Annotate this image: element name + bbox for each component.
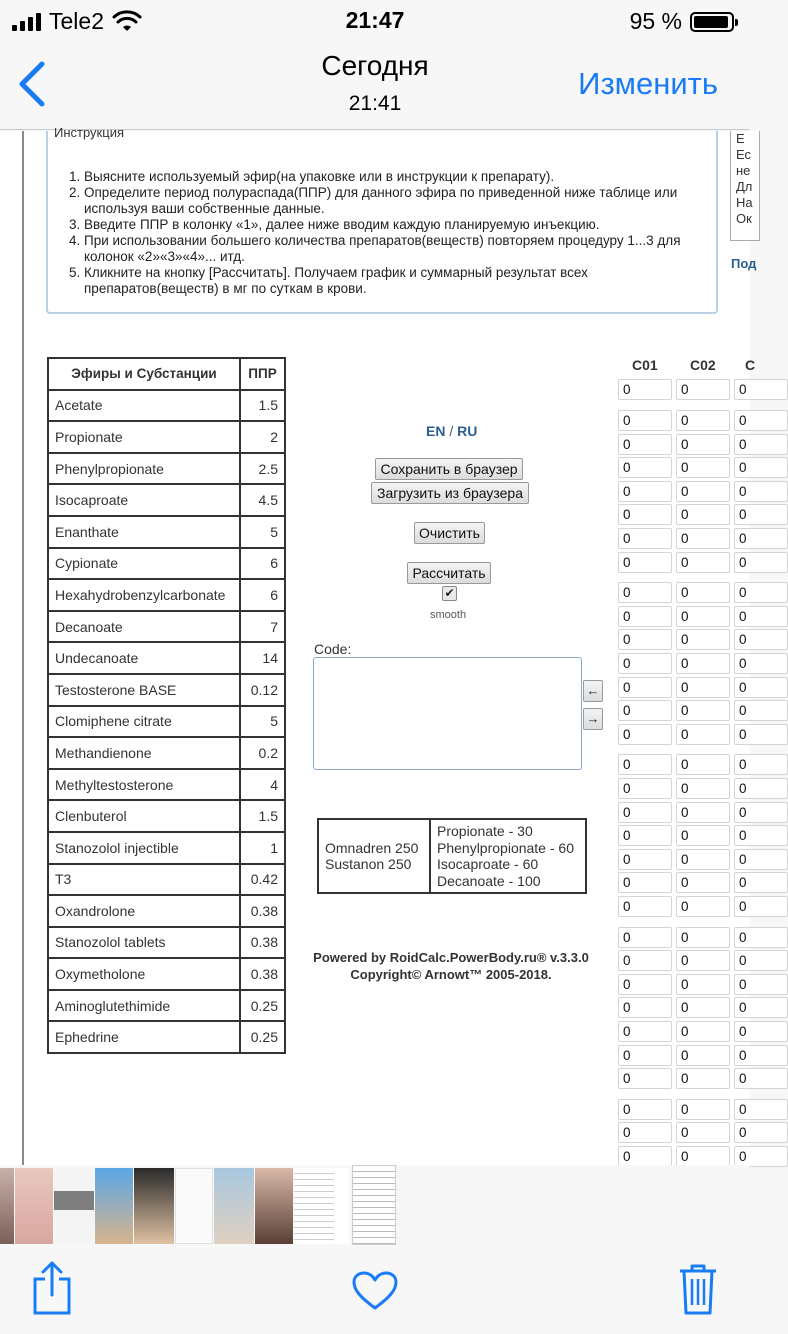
substance-name: Decanoate <box>48 611 240 643</box>
mixtures-table <box>317 818 587 894</box>
grid-input-cell[interactable]: 0 <box>618 1045 672 1066</box>
substance-name: Cypionate <box>48 548 240 580</box>
grid-input-cell[interactable]: 0 <box>618 1021 672 1042</box>
instruction-step: 5. Кликните на кнопку [Рассчитать]. Получаем график и суммарный результат всех препаратов(веществ) в мг по суткам в крови. <box>84 265 696 297</box>
battery-percent: 95 % <box>629 8 682 34</box>
grid-input-cell[interactable]: 0 <box>618 653 672 674</box>
instructions-panel <box>46 125 718 314</box>
grid-input-cell[interactable]: 0 <box>734 849 788 870</box>
grid-input-cell[interactable]: 0 <box>734 653 788 674</box>
arrow-left-button[interactable]: ← <box>583 680 603 702</box>
substance-name: Stanozolol injectible <box>48 832 240 864</box>
grid-input-cell[interactable]: 0 <box>734 457 788 478</box>
grid-input-cell[interactable]: 0 <box>676 1045 730 1066</box>
grid-input-cell[interactable]: 0 <box>618 677 672 698</box>
mixture-component: Propionate - 30 <box>437 823 533 839</box>
grid-input-cell[interactable]: 0 <box>618 927 672 948</box>
grid-input-cell[interactable]: 0 <box>734 872 788 893</box>
smooth-checkbox[interactable]: ✔ <box>442 586 457 601</box>
grid-input-cell[interactable]: 0 <box>618 754 672 775</box>
grid-input-cell[interactable]: 0 <box>676 700 730 721</box>
table-row <box>48 453 285 485</box>
substance-name: Methandienone <box>48 737 240 769</box>
grid-input-cell[interactable]: 0 <box>676 504 730 525</box>
grid-input-cell[interactable]: 0 <box>734 1068 788 1089</box>
grid-input-cell[interactable]: 0 <box>618 849 672 870</box>
substances-table <box>47 357 286 1054</box>
grid-input-cell[interactable]: 0 <box>676 1146 730 1167</box>
grid-input-cell[interactable]: 0 <box>676 724 730 745</box>
substance-halflife: 5 <box>240 706 285 738</box>
table-row <box>48 990 285 1022</box>
table-row <box>48 832 285 864</box>
thumbnail[interactable] <box>134 1168 174 1244</box>
substance-name: Phenylpropionate <box>48 453 240 485</box>
thumbnail[interactable] <box>175 1168 213 1244</box>
grid-input-cell[interactable]: 0 <box>618 1068 672 1089</box>
grid-input-cell[interactable]: 0 <box>618 724 672 745</box>
instruction-step: 1. Выясните используемый эфир(на упаковке или в инструкции к препарату). <box>84 169 696 185</box>
substance-halflife: 0.25 <box>240 1021 285 1053</box>
substance-name: Propionate <box>48 421 240 453</box>
mixture-component: Decanoate - 100 <box>437 872 541 889</box>
grid-input-cell[interactable]: 0 <box>734 504 788 525</box>
grid-input-cell[interactable]: 0 <box>618 872 672 893</box>
substance-halflife: 0.25 <box>240 990 285 1022</box>
side-line: не <box>736 163 751 178</box>
instructions-heading: Инструкция <box>54 125 124 140</box>
grid-input-cell[interactable]: 0 <box>676 582 730 603</box>
grid-input-cell[interactable]: 0 <box>734 410 788 431</box>
copyright-text: Copyright© Arnowt™ 2005-2018. <box>350 967 552 982</box>
mixture-names-cell <box>318 819 430 893</box>
nav-subtitle: 21:41 <box>348 92 402 115</box>
table-row <box>48 611 285 643</box>
grid-input-cell[interactable]: 0 <box>676 754 730 775</box>
grid-input-cell[interactable]: 0 <box>676 528 730 549</box>
side-line: Дл <box>736 179 753 194</box>
grid-input-cell[interactable]: 0 <box>734 950 788 971</box>
grid-input-cell[interactable]: 0 <box>618 552 672 573</box>
substance-halflife: 1.5 <box>240 390 285 422</box>
grid-input-cell[interactable]: 0 <box>676 629 730 650</box>
grid-input-cell[interactable]: 0 <box>676 974 730 995</box>
substance-halflife: 6 <box>240 548 285 580</box>
grid-input-cell[interactable]: 0 <box>676 606 730 627</box>
battery-area <box>630 8 734 35</box>
grid-input-cell[interactable]: 0 <box>676 410 730 431</box>
grid-input-cell[interactable]: 0 <box>618 825 672 846</box>
grid-input-cell[interactable]: 0 <box>734 552 788 573</box>
side-link[interactable]: Под <box>731 256 757 271</box>
substance-name: Oxandrolone <box>48 895 240 927</box>
lang-separator: / <box>449 423 454 439</box>
grid-input-cell[interactable]: 0 <box>734 1122 788 1143</box>
mixture-components-cell <box>430 819 586 893</box>
table-row <box>48 674 285 706</box>
grid-input-cell[interactable]: 0 <box>734 528 788 549</box>
substance-name: Undecanoate <box>48 642 240 674</box>
grid-input-cell[interactable]: 0 <box>618 700 672 721</box>
table-row <box>48 864 285 896</box>
grid-input-cell[interactable]: 0 <box>676 379 730 400</box>
photo-viewer[interactable] <box>0 125 757 1165</box>
side-line: Е <box>736 131 745 146</box>
calculate-button[interactable]: Рассчитать <box>407 562 491 584</box>
grid-input-cell[interactable]: 0 <box>676 997 730 1018</box>
instruction-step: 2. Определите период полураспада(ППР) для данного эфира по приведенной ниже таблице или используя ваши собственные данные. <box>84 185 696 217</box>
side-info-box <box>730 131 760 241</box>
grid-input-cell[interactable]: 0 <box>618 950 672 971</box>
instruction-step: 3. Введите ППР в колонку «1», далее ниже вводим каждую планируемую инъекцию. <box>84 217 696 233</box>
table-row <box>48 927 285 959</box>
substance-halflife: 4.5 <box>240 484 285 516</box>
grid-input-cell[interactable]: 0 <box>734 606 788 627</box>
grid-input-cell[interactable]: 0 <box>676 1021 730 1042</box>
mixture-name: Sustanon 250 <box>325 856 412 872</box>
side-line: На <box>736 195 753 210</box>
substance-name: Stanozolol tablets <box>48 927 240 959</box>
substance-halflife: 14 <box>240 642 285 674</box>
code-label: Code: <box>314 641 352 657</box>
column-header-c02: C02 <box>690 357 716 373</box>
grid-input-cell[interactable]: 0 <box>618 457 672 478</box>
grid-input-cell[interactable]: 0 <box>618 434 672 455</box>
substance-halflife: 0.42 <box>240 864 285 896</box>
substance-halflife: 0.2 <box>240 737 285 769</box>
smooth-label: smooth <box>430 609 467 621</box>
grid-input-cell[interactable]: 0 <box>676 1099 730 1120</box>
grid-input-cell[interactable]: 0 <box>618 802 672 823</box>
grid-input-cell[interactable]: 0 <box>734 754 788 775</box>
grid-input-cell[interactable]: 0 <box>618 629 672 650</box>
thumbnail[interactable] <box>255 1168 293 1244</box>
grid-input-cell[interactable]: 0 <box>734 974 788 995</box>
grid-input-cell[interactable]: 0 <box>618 379 672 400</box>
grid-input-cell[interactable]: 0 <box>618 606 672 627</box>
grid-input-cell[interactable]: 0 <box>734 677 788 698</box>
grid-input-cell[interactable]: 0 <box>676 927 730 948</box>
grid-input-cell[interactable]: 0 <box>734 629 788 650</box>
table-header-row <box>48 358 285 390</box>
trash-icon[interactable] <box>678 1263 718 1315</box>
substance-name: Enanthate <box>48 516 240 548</box>
instruction-step: 4. При использовании большего количества препаратов(веществ) повторяем процедуру 1...3 для колонок «2»«3»«4»... итд. <box>84 233 696 265</box>
grid-input-cell[interactable]: 0 <box>618 504 672 525</box>
lang-ru-link[interactable]: RU <box>457 423 478 439</box>
carrier-name: Tele2 <box>49 8 104 34</box>
language-switch <box>426 423 477 439</box>
grid-input-cell[interactable]: 0 <box>676 434 730 455</box>
navigation-bar <box>0 40 750 130</box>
substance-halflife: 0.38 <box>240 927 285 959</box>
instructions-list <box>66 169 696 297</box>
table-row <box>48 895 285 927</box>
grid-input-cell[interactable]: 0 <box>676 896 730 917</box>
substance-name: Hexahydrobenzylcarbonate <box>48 579 240 611</box>
grid-input-cell[interactable]: 0 <box>734 1099 788 1120</box>
grid-input-cell[interactable]: 0 <box>618 778 672 799</box>
arrow-right-button[interactable]: → <box>583 708 603 730</box>
table-row <box>48 516 285 548</box>
grid-input-cell[interactable]: 0 <box>734 434 788 455</box>
grid-input-cell[interactable]: 0 <box>734 582 788 603</box>
grid-input-cell[interactable]: 0 <box>734 481 788 502</box>
grid-input-cell[interactable]: 0 <box>618 528 672 549</box>
substance-halflife: 2.5 <box>240 453 285 485</box>
bottom-toolbar <box>0 1245 750 1334</box>
thumbnail[interactable] <box>15 1168 53 1244</box>
grid-input-cell[interactable]: 0 <box>618 481 672 502</box>
thumbnail[interactable] <box>294 1168 334 1244</box>
thumbnail[interactable] <box>214 1168 254 1244</box>
grid-input-cell[interactable]: 0 <box>676 778 730 799</box>
grid-input-cell[interactable]: 0 <box>734 724 788 745</box>
load-from-browser-button[interactable]: Загрузить из браузера <box>371 482 529 504</box>
grid-input-cell[interactable]: 0 <box>676 1122 730 1143</box>
grid-input-cell[interactable]: 0 <box>676 457 730 478</box>
grid-input-cell[interactable]: 0 <box>676 872 730 893</box>
grid-input-cell[interactable]: 0 <box>618 1099 672 1120</box>
column-header-c01: C01 <box>632 357 658 373</box>
substance-halflife: 1.5 <box>240 800 285 832</box>
grid-input-cell[interactable]: 0 <box>676 950 730 971</box>
status-bar <box>0 0 750 40</box>
grid-input-cell[interactable]: 0 <box>618 974 672 995</box>
table-row <box>48 958 285 990</box>
side-line: Ок <box>736 211 752 226</box>
clear-button[interactable]: Очистить <box>414 522 485 544</box>
table-row <box>48 1021 285 1053</box>
clock: 21:47 <box>345 7 405 33</box>
grid-input-cell[interactable]: 0 <box>676 481 730 502</box>
grid-input-cell[interactable]: 0 <box>676 552 730 573</box>
grid-input-cell[interactable]: 0 <box>734 1146 788 1167</box>
battery-icon <box>690 12 734 32</box>
grid-input-cell[interactable]: 0 <box>676 677 730 698</box>
table-row <box>48 421 285 453</box>
table-row <box>48 800 285 832</box>
share-icon[interactable] <box>31 1259 73 1315</box>
powered-by-text: Powered by RoidCalc.PowerBody.ru® v.3.3.0 <box>313 950 589 965</box>
substance-halflife: 7 <box>240 611 285 643</box>
mixture-component: Isocaproate - 60 <box>437 856 539 872</box>
thumbnail[interactable] <box>0 1168 14 1244</box>
column-header-c03: C <box>745 357 756 373</box>
grid-input-cell[interactable]: 0 <box>734 700 788 721</box>
table-row <box>48 769 285 801</box>
substance-halflife: 0.38 <box>240 958 285 990</box>
grid-input-cell[interactable]: 0 <box>618 1122 672 1143</box>
table-row <box>48 390 285 422</box>
page-edge <box>22 131 24 1165</box>
substance-halflife: 0.12 <box>240 674 285 706</box>
substance-name: T3 <box>48 864 240 896</box>
mixture-component: Phenylpropionate - 60 <box>437 839 574 856</box>
table-row <box>48 737 285 769</box>
grid-input-cell[interactable]: 0 <box>734 1045 788 1066</box>
thumbnail[interactable] <box>335 1168 349 1244</box>
substance-halflife: 0.38 <box>240 895 285 927</box>
substance-name: Isocaproate <box>48 484 240 516</box>
grid-input-cell[interactable]: 0 <box>676 1068 730 1089</box>
substance-name: Ephedrine <box>48 1021 240 1053</box>
substance-halflife: 1 <box>240 832 285 864</box>
side-line: Ес <box>736 147 752 162</box>
edit-button[interactable]: Изменить <box>578 66 718 101</box>
table-row <box>48 642 285 674</box>
table-row <box>48 484 285 516</box>
grid-input-cell[interactable]: 0 <box>734 997 788 1018</box>
grid-input-cell[interactable]: 0 <box>618 997 672 1018</box>
grid-input-cell[interactable]: 0 <box>734 1021 788 1042</box>
thumbnail-current[interactable] <box>352 1165 396 1245</box>
thumbnail[interactable] <box>54 1168 94 1244</box>
thumbnail-strip[interactable] <box>0 1165 750 1245</box>
substance-name: Clenbuterol <box>48 800 240 832</box>
substance-name: Aminoglutethimide <box>48 990 240 1022</box>
substance-name: Testosterone BASE <box>48 674 240 706</box>
substance-halflife: 4 <box>240 769 285 801</box>
substance-halflife: 6 <box>240 579 285 611</box>
table-row <box>48 548 285 580</box>
code-textarea[interactable] <box>313 657 582 770</box>
footer-credits <box>296 949 606 983</box>
grid-input-cell[interactable]: 0 <box>676 849 730 870</box>
column-header-name: Эфиры и Субстанции <box>48 358 240 390</box>
table-row <box>48 706 285 738</box>
table-row <box>318 819 586 893</box>
grid-input-cell[interactable]: 0 <box>734 927 788 948</box>
substance-name: Methyltestosterone <box>48 769 240 801</box>
grid-input-cell[interactable]: 0 <box>676 653 730 674</box>
mixture-name: Omnadren 250 <box>325 839 419 856</box>
column-header-halflife: ППР <box>240 358 285 390</box>
lang-en-link[interactable]: EN <box>426 423 446 439</box>
grid-input-cell[interactable]: 0 <box>618 410 672 431</box>
substance-name: Oxymetholone <box>48 958 240 990</box>
grid-input-cell[interactable]: 0 <box>676 802 730 823</box>
grid-input-cell[interactable]: 0 <box>734 778 788 799</box>
save-to-browser-button[interactable]: Сохранить в браузер <box>375 458 523 480</box>
substance-name: Clomiphene citrate <box>48 706 240 738</box>
grid-input-cell[interactable]: 0 <box>618 582 672 603</box>
grid-input-cell[interactable]: 0 <box>676 825 730 846</box>
grid-input-cell[interactable]: 0 <box>734 896 788 917</box>
nav-title: Сегодня <box>321 50 429 81</box>
grid-input-cell[interactable]: 0 <box>618 1146 672 1167</box>
table-row <box>48 579 285 611</box>
substance-halflife: 2 <box>240 421 285 453</box>
grid-input-cell[interactable]: 0 <box>734 802 788 823</box>
grid-input-cell[interactable]: 0 <box>734 825 788 846</box>
grid-input-cell[interactable]: 0 <box>618 896 672 917</box>
grid-input-cell[interactable]: 0 <box>734 379 788 400</box>
thumbnail[interactable] <box>95 1168 133 1244</box>
substance-name: Acetate <box>48 390 240 422</box>
heart-icon[interactable] <box>352 1271 398 1311</box>
substance-halflife: 5 <box>240 516 285 548</box>
